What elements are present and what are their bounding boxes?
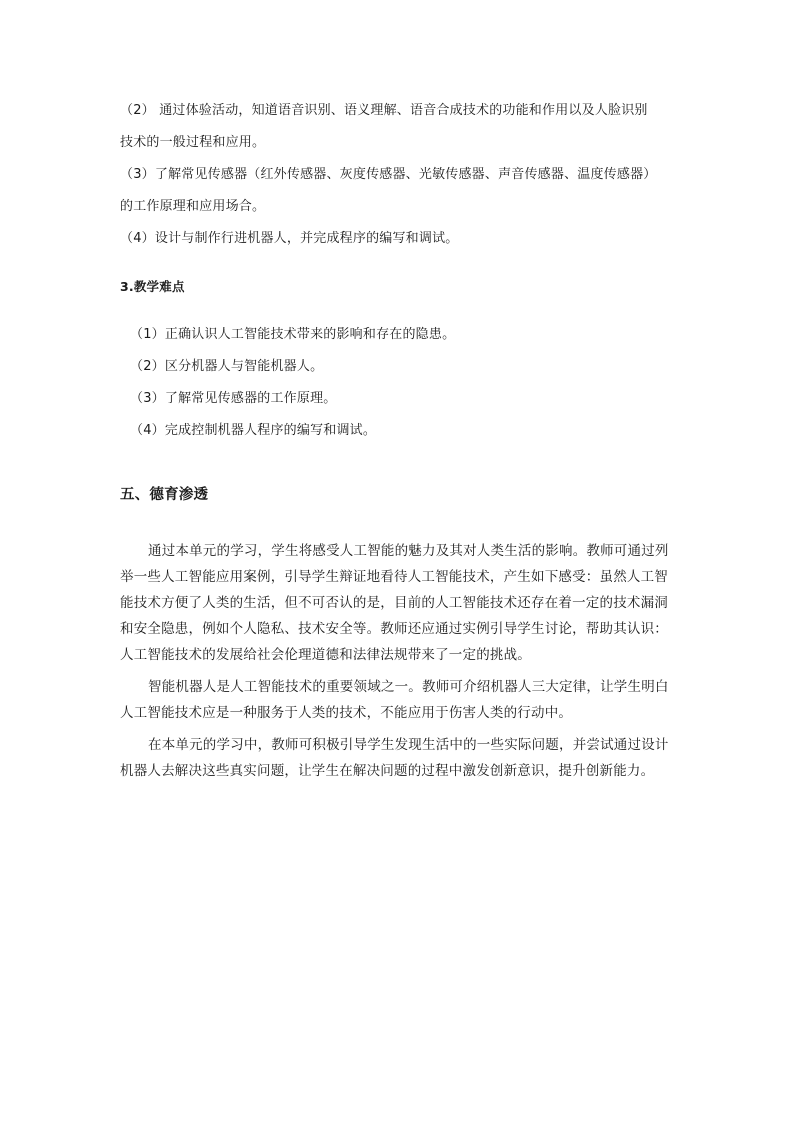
paragraph-line: 在本单元的学习中，教师可积极引导学生发现生活中的一些实际问题，并尝试通过设计 bbox=[148, 737, 669, 753]
difficulty-item-4: （4）完成控制机器人程序的编写和调试。 bbox=[130, 423, 377, 438]
paragraph-line: 智能机器人是人工智能技术的重要领域之一。教师可介绍机器人三大定律，让学生明白 bbox=[148, 679, 669, 695]
difficulty-item-1: （1）正确认识人工智能技术带来的影响和存在的隐患。 bbox=[130, 327, 456, 342]
paragraph-line: 人工智能技术应是一种服务于人类的技术，不能应用于伤害人类的行动中。 bbox=[120, 705, 573, 721]
objective-3-line-2: 的工作原理和应用场合。 bbox=[120, 199, 266, 214]
paragraph-line: 举一些人工智能应用案例，引导学生辩证地看待人工智能技术，产生如下感受：虽然人工智 bbox=[120, 569, 668, 585]
paragraph-line: 通过本单元的学习，学生将感受人工智能的魅力及其对人类生活的影响。教师可通过列 bbox=[148, 543, 669, 559]
objective-3-line-1: （3）了解常见传感器（红外传感器、灰度传感器、光敏传感器、声音传感器、温度传感器） bbox=[120, 167, 657, 182]
paragraph-line: 人工智能技术的发展给社会伦理道德和法律法规带来了一定的挑战。 bbox=[120, 647, 531, 663]
difficulties-heading: 3.教学难点 bbox=[120, 279, 185, 294]
objective-2-line-2: 技术的一般过程和应用。 bbox=[120, 135, 266, 150]
moral-education-heading: 五、德育渗透 bbox=[120, 487, 209, 503]
difficulty-item-3: （3）了解常见传感器的工作原理。 bbox=[130, 391, 337, 406]
paragraph-line: 机器人去解决这些真实问题，让学生在解决问题的过程中激发创新意识，提升创新能力。 bbox=[120, 763, 655, 779]
objective-2-line-1: （2） 通过体验活动，知道语音识别、语义理解、语音合成技术的功能和作用以及人脸识别 bbox=[120, 103, 648, 118]
difficulty-item-2: （2）区分机器人与智能机器人。 bbox=[130, 359, 324, 374]
paragraph-line: 和安全隐患，例如个人隐私、技术安全等。教师还应通过实例引导学生讨论，帮助其认识： bbox=[120, 621, 668, 637]
objective-4: （4）设计与制作行进机器人，并完成程序的编写和调试。 bbox=[120, 231, 459, 246]
paragraph-line: 能技术方便了人类的生活，但不可否认的是，目前的人工智能技术还存在着一定的技术漏洞 bbox=[120, 595, 668, 611]
